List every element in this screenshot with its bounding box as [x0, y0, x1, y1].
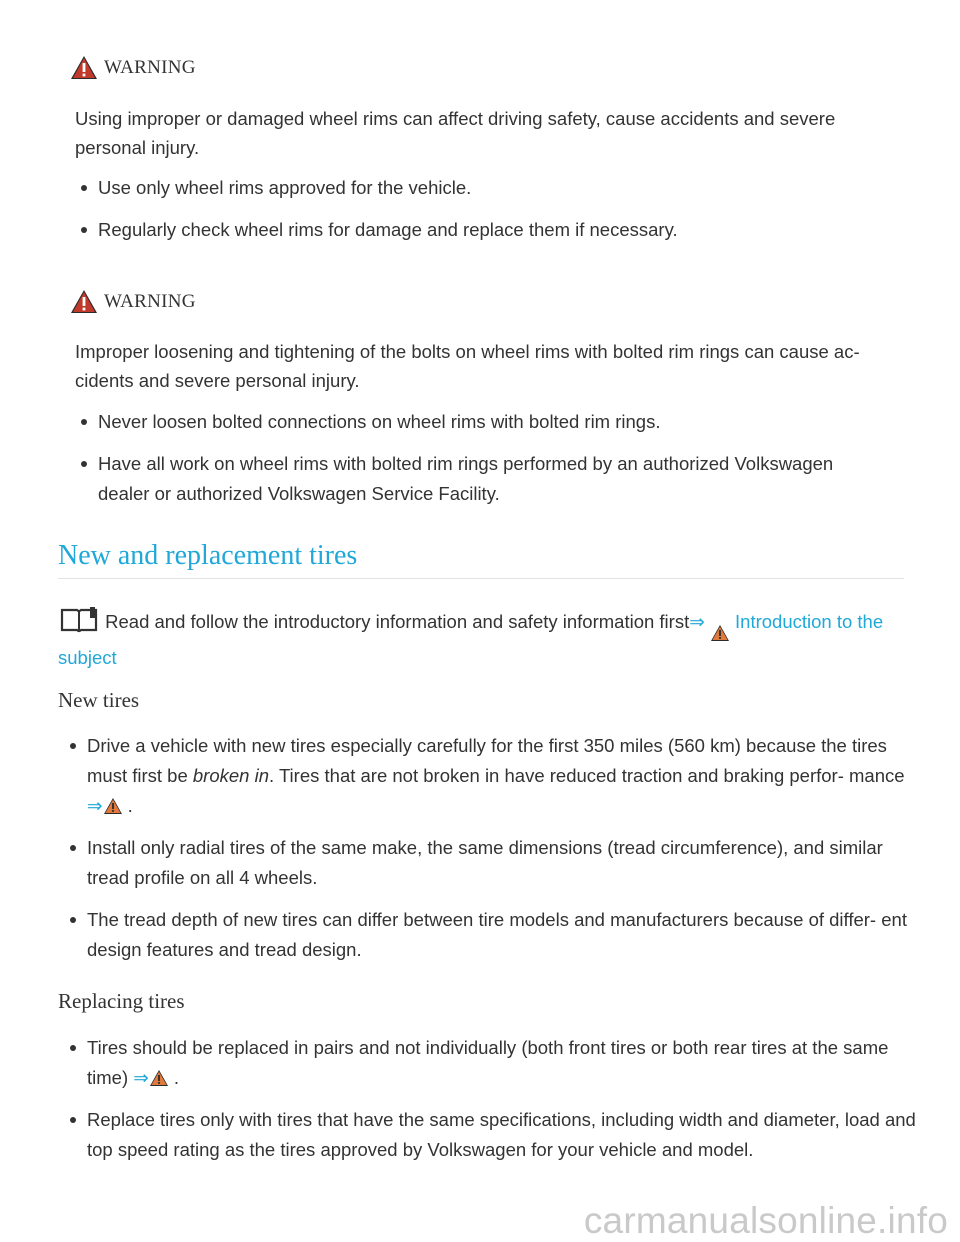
- list-item-text: . Tires that are not broken in have reduced traction and braking perfor- mance: [269, 765, 905, 786]
- warning-triangle-icon[interactable]: [149, 1069, 169, 1087]
- warning-triangle-icon: [70, 289, 98, 314]
- warning-triangle-icon: [70, 55, 98, 80]
- list-item: The tread depth of new tires can differ between tire models and manufacturers because of differ- ent design features and tread design.: [87, 905, 907, 965]
- warning-header-1: [70, 55, 196, 80]
- warning-1-list: [98, 173, 888, 245]
- list-item-text: Tires should be replaced in pairs and not individually (both front tires or both rear tires at the same time): [87, 1037, 889, 1088]
- new-tires-title: New tires: [58, 688, 140, 712]
- section-divider: [58, 578, 904, 579]
- section-title: New and replacement tires: [58, 540, 358, 571]
- warning-2-list: [98, 407, 858, 509]
- warning-2-text: Improper loosening and tightening of the bolts on wheel rims with bolted rim rings can cause ac- cidents and severe personal injury.: [75, 341, 860, 391]
- list-item: Never loosen bolted connections on wheel rims with bolted rim rings.: [98, 407, 858, 437]
- list-item-text: .: [127, 795, 133, 816]
- list-item: Use only wheel rims approved for the vehicle.: [98, 173, 888, 203]
- warning-label: WARNING: [104, 290, 196, 312]
- arrow-icon[interactable]: ⇒: [87, 795, 103, 816]
- warning-1-text: Using improper or damaged wheel rims can affect driving safety, cause accidents and severe personal injury.: [75, 108, 836, 158]
- list-item-text: Drive a vehicle with new tires especially carefully for the first 350 miles (560 km) because the tires must first be: [87, 735, 887, 786]
- list-item-text: .: [173, 1067, 180, 1088]
- watermark: carmanualsonline.info: [583, 1200, 948, 1241]
- warning-triangle-icon: [710, 624, 730, 642]
- intro-link[interactable]: Introduction to the subject: [58, 611, 884, 668]
- warning-label: WARNING: [104, 56, 196, 78]
- warning-header-2: [70, 289, 196, 314]
- intro-paragraph: [58, 606, 908, 673]
- arrow-icon: ⇒: [689, 611, 705, 632]
- list-item: [87, 731, 907, 821]
- list-item: Regularly check wheel rims for damage and replace them if necessary.: [98, 215, 888, 245]
- list-item: Install only radial tires of the same make, the same dimensions (tread circumference), and similar tread profile on all 4 wheels.: [87, 833, 907, 893]
- list-item: Replace tires only with tires that have the same specifications, including width and diameter, load and top speed rating as the tires approved by Volkswagen for your vehicle and model.: [87, 1105, 917, 1165]
- book-icon: [58, 606, 100, 634]
- list-item: [87, 1033, 917, 1093]
- replacing-tires-list: [87, 1033, 917, 1165]
- warning-triangle-icon[interactable]: [103, 797, 123, 815]
- new-tires-list: [87, 731, 907, 965]
- replacing-tires-title: Replacing tires: [58, 989, 185, 1013]
- list-item: Have all work on wheel rims with bolted rim rings performed by an authorized Volkswagen dealer or authorized Volkswagen Service Facility.: [98, 449, 858, 509]
- emphasis-text: broken in: [192, 765, 269, 786]
- intro-text: Read and follow the introductory information and safety information first: [105, 611, 690, 632]
- arrow-icon[interactable]: ⇒: [133, 1067, 149, 1088]
